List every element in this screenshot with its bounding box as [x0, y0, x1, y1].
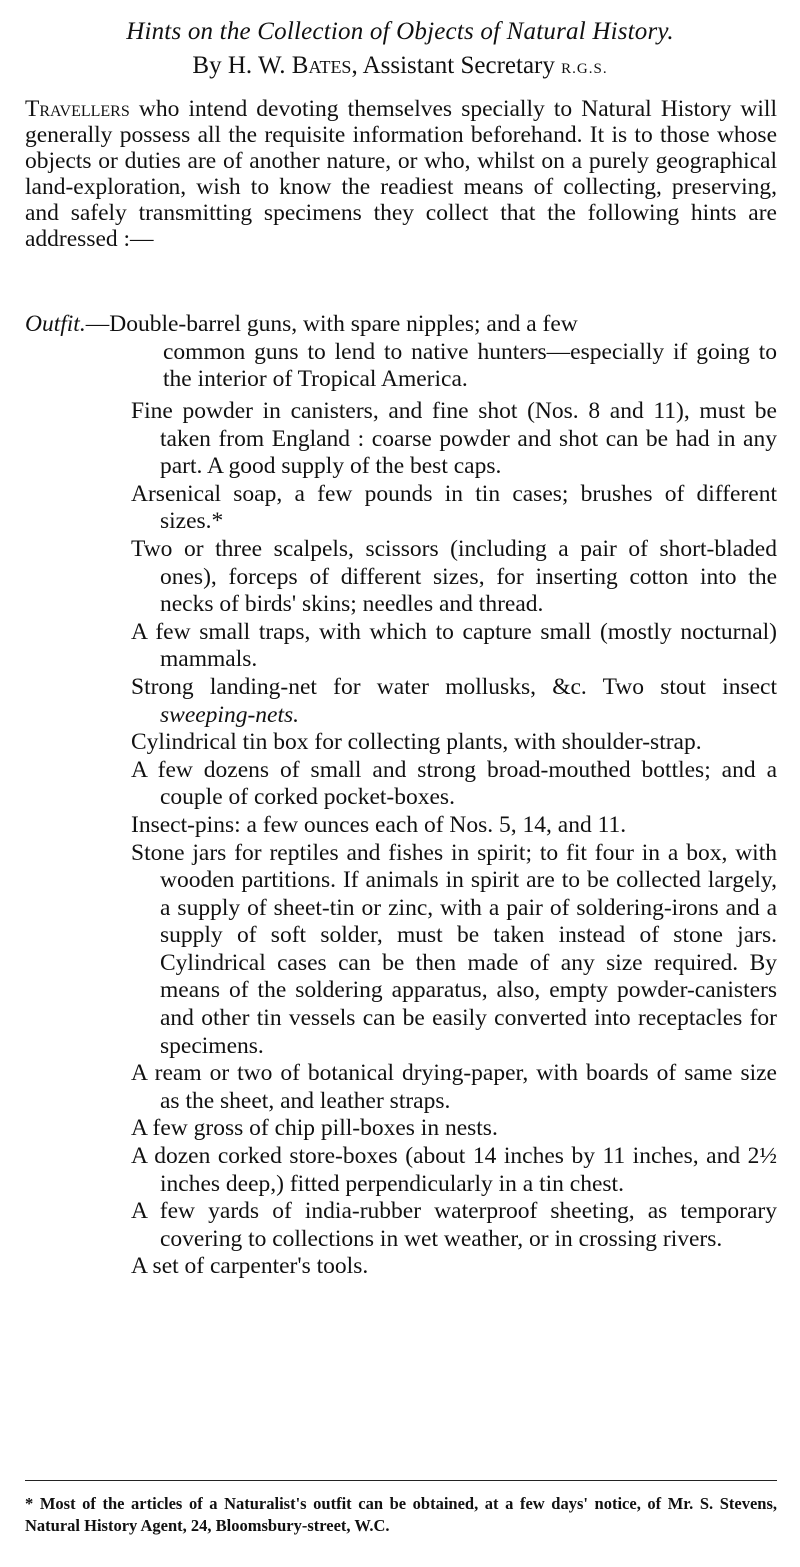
intro-paragraph	[25, 96, 777, 252]
list-item: Cylindrical tin box for collecting plants, with shoulder-strap.	[131, 729, 702, 756]
list-item: A ream or two of botanical drying-paper, with boards of same size as the sheet, and leather straps.	[131, 1060, 777, 1114]
outfit-list	[131, 398, 777, 1281]
footnote-divider	[25, 1480, 777, 1481]
list-item: A few gross of chip pill-boxes in nests.	[131, 1115, 498, 1142]
intro-lead-word: Travellers	[25, 96, 130, 122]
list-item-text: Strong landing-net for water mollusks, &c. Two stout insect	[131, 673, 777, 700]
list-item: Two or three scalpels, scissors (including a pair of short-bladed ones), forceps of different sizes, for inserting cotton into the necks of birds' skins; needles and thread.	[131, 535, 777, 618]
list-item: Insect-pins: a few ounces each of Nos. 5, 14, and 11.	[131, 811, 627, 838]
byline	[0, 52, 800, 80]
list-item	[131, 674, 777, 729]
footnote: * Most of the articles of a Naturalist's outfit can be obtained, at a few days' notice, of Mr. S. Stevens, Natural History Agent, 24, Bloomsbury-street, W.C.	[25, 1494, 777, 1535]
outfit-first-item	[25, 311, 777, 394]
byline-prefix: By H. W.	[192, 52, 292, 79]
byline-society: R.G.S.	[561, 61, 608, 77]
list-item: Fine powder in canisters, and fine shot (Nos. 8 and 11), must be taken from England : coarse powder and shot can be had in any part. A good supply of the best caps.	[131, 398, 777, 480]
sweeping-nets-text: sweeping-nets.	[160, 701, 300, 728]
intro-text: who intend devoting themselves specially to Natural History will generally possess all the requisite information beforehand. It is to those whose objects or duties are of another nature, or who, whilst on a purely geographical land-exploration, wish to know the readiest means of collecting, preserving, and safely transmitting specimens they collect that the following hints are addressed :—	[25, 96, 777, 252]
list-item: A dozen corked store-boxes (about 14 inches by 11 inches, and 2½ inches deep,) fitted perpendicularly in a tin chest.	[131, 1143, 777, 1197]
list-item: Arsenical soap, a few pounds in tin cases; brushes of different sizes.*	[131, 480, 777, 535]
list-item: A few dozens of small and strong broad-mouthed bottles; and a couple of corked pocket-boxes.	[131, 756, 777, 811]
byline-role: , Assistant Secretary	[351, 52, 555, 79]
outfit-first-item-start: —Double-barrel guns, with spare nipples; and a few	[85, 311, 578, 337]
page-title: Hints on the Collection of Objects of Natural History.	[126, 18, 674, 45]
list-item: A set of carpenter's tools.	[131, 1253, 369, 1280]
byline-name: Bates	[291, 52, 352, 79]
list-item: A few yards of india-rubber waterproof sheeting, as temporary covering to collections in wet weather, or in crossing rivers.	[131, 1198, 777, 1252]
outfit-label: Outfit.	[25, 311, 86, 337]
list-item: Stone jars for reptiles and fishes in spirit; to fit four in a box, with wooden partitions. If animals in spirit are to be collected largely, a supply of sheet-tin or zinc, with a pair of soldering-irons and a supply of soft solder, must be taken instead of stone jars. Cylindrical cases can be then made of any size required. By means of the soldering apparatus, also, empty powder-canisters and other tin vessels can be easily converted into receptacles for specimens.	[131, 839, 777, 1059]
list-item: A few small traps, with which to capture small (mostly nocturnal) mammals.	[131, 618, 777, 673]
outfit-first-item-rest: common guns to lend to native hunters—especially if going to the interior of Tropical America.	[163, 338, 777, 392]
